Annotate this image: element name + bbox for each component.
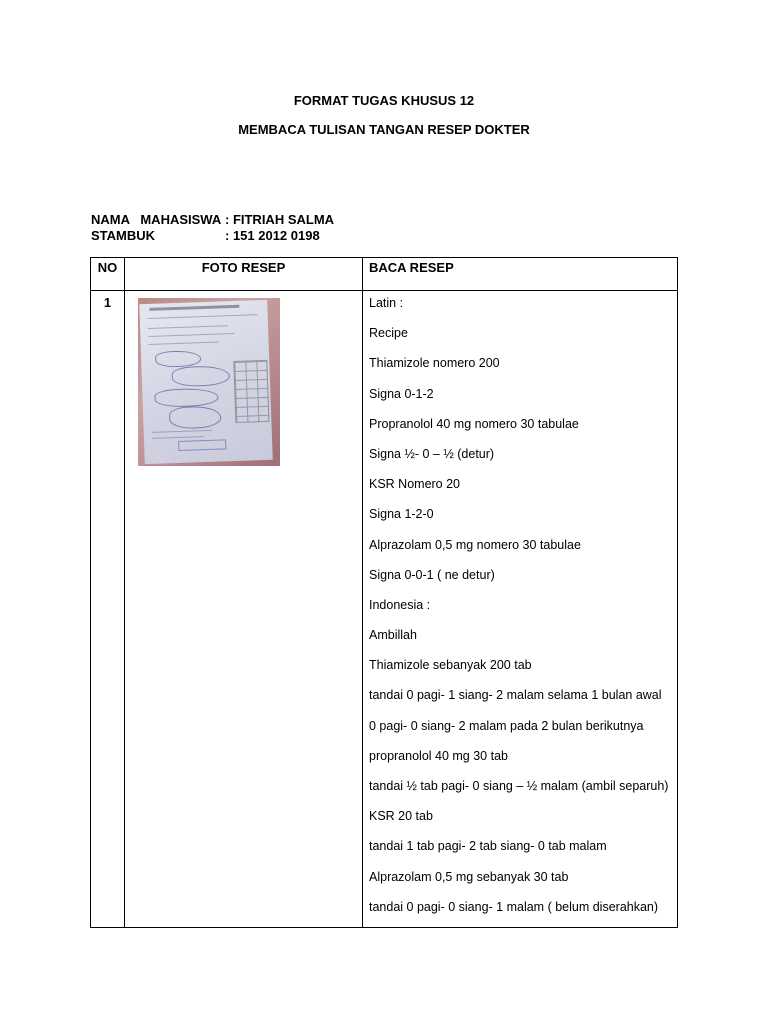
student-name-row xyxy=(91,212,334,227)
reading-cell xyxy=(363,291,678,928)
header-no: NO xyxy=(91,258,125,291)
document-title: FORMAT TUGAS KHUSUS 12 xyxy=(293,93,475,108)
header-baca-resep: BACA RESEP xyxy=(363,258,678,291)
prescription-table xyxy=(90,257,678,928)
reading-line: Signa 0-1-2 xyxy=(369,386,434,401)
reading-line: propranolol 40 mg 30 tab xyxy=(369,748,508,763)
reading-line: KSR 20 tab xyxy=(369,809,433,824)
reading-line: tandai 0 pagi- 1 siang- 2 malam selama 1 bulan awal xyxy=(369,688,662,703)
reading-line: Thiamizole nomero 200 xyxy=(369,356,500,371)
student-id-label: STAMBUK xyxy=(91,228,156,243)
prescription-photo xyxy=(138,298,280,466)
table-header-row xyxy=(91,258,678,291)
reading-line: tandai ½ tab pagi- 0 siang – ½ malam (ambil separuh) xyxy=(369,779,669,793)
reading-line: KSR Nomero 20 xyxy=(369,477,461,492)
document-subtitle: MEMBACA TULISAN TANGAN RESEP DOKTER xyxy=(238,122,530,137)
student-id-row xyxy=(91,228,320,243)
reading-line: Alprazolam 0,5 mg sebanyak 30 tab xyxy=(369,869,569,884)
reading-line: Recipe xyxy=(369,326,408,341)
header-foto-resep: FOTO RESEP xyxy=(125,258,363,291)
student-name-label: NAMA MAHASISWA xyxy=(91,212,222,227)
row-number: 1 xyxy=(91,291,125,928)
reading-line: Thiamizole sebanyak 200 tab xyxy=(369,658,532,673)
reading-line: Alprazolam 0,5 mg nomero 30 tabulae xyxy=(369,537,581,552)
reading-line: Propranolol 40 mg nomero 30 tabulae xyxy=(369,416,579,431)
reading-line: Signa 0-0-1 ( ne detur) xyxy=(369,567,495,582)
table-row xyxy=(91,291,678,928)
reading-line: Indonesia : xyxy=(369,597,431,612)
reading-line: tandai 1 tab pagi- 2 tab siang- 0 tab malam xyxy=(369,839,607,854)
student-name-value: : FITRIAH SALMA xyxy=(225,212,335,227)
prescription-paper xyxy=(139,300,273,464)
student-id-value: : 151 2012 0198 xyxy=(225,228,320,243)
reading-line: 0 pagi- 0 siang- 2 malam pada 2 bulan berikutnya xyxy=(369,718,644,733)
reading-line: tandai 0 pagi- 0 siang- 1 malam ( belum diserahkan) xyxy=(369,899,659,914)
reading-line: Latin : xyxy=(369,296,404,310)
reading-line: Signa 1-2-0 xyxy=(369,507,434,522)
reading-line: Ambillah xyxy=(369,628,417,643)
reading-line: Signa ½- 0 – ½ (detur) xyxy=(369,446,495,461)
photo-cell xyxy=(125,291,363,928)
